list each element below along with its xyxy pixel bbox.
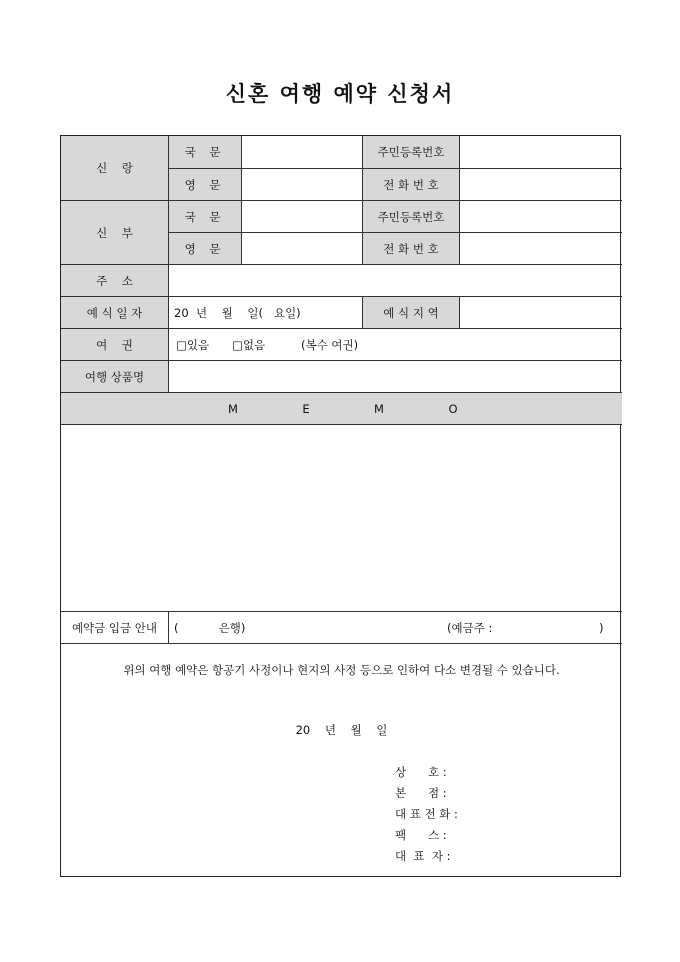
wedding-place-label: 예 식 지 역 <box>383 305 439 320</box>
memo-letter: O <box>448 401 458 416</box>
product-label: 여행 상품명 <box>84 369 145 384</box>
groom-phone-label: 전 화 번 호 <box>383 177 439 192</box>
groom-resident-label: 주민등록번호 <box>377 145 445 159</box>
rule <box>459 296 460 328</box>
bride-label: 신 부 <box>96 225 133 240</box>
bride-english-label: 영 문 <box>184 241 226 256</box>
passport-multi-note: (복수 여권) <box>301 337 359 352</box>
passport-no-checkbox[interactable]: □없음 <box>232 337 266 352</box>
page-title: 신혼 여행 예약 신청서 <box>225 81 455 106</box>
bride-phone-label: 전 화 번 호 <box>383 241 439 256</box>
rule <box>459 136 460 264</box>
deposit-label: 예약금 입금 안내 <box>71 620 158 635</box>
bride-resident-label: 주민등록번호 <box>377 209 445 224</box>
wedding-date-label: 예 식 일 자 <box>86 305 143 320</box>
deposit-close: ) <box>599 620 604 635</box>
sig-ceo: 대 표 자 : <box>395 849 451 863</box>
application-form <box>60 135 621 877</box>
passport-label: 여 권 <box>96 337 133 352</box>
sig-fax: 팩 스 : <box>395 828 447 842</box>
bride-korean-label: 국 문 <box>184 209 226 224</box>
rule <box>168 611 169 643</box>
passport-yes-checkbox[interactable]: □있음 <box>176 337 210 352</box>
rule <box>241 136 242 264</box>
groom-english-label: 영 문 <box>184 177 226 192</box>
rule <box>61 392 622 393</box>
sig-office: 본 점 : <box>395 786 447 800</box>
sig-rep-phone: 대 표 전 화 : <box>395 807 458 821</box>
memo-letter: M <box>374 401 384 416</box>
wedding-date-value: 20 년 월 일( 요일) <box>174 305 301 320</box>
notice-text: 위의 여행 예약은 항공기 사정이나 현지의 사정 등으로 인하여 다소 변경될 수 있습니다. <box>123 663 560 677</box>
memo-letter: M <box>228 401 238 416</box>
deposit-holder: (예금주 : <box>447 620 493 635</box>
address-label: 주 소 <box>96 273 133 288</box>
rule <box>61 643 622 644</box>
sig-company: 상 호 : <box>395 765 447 779</box>
date-line: 20 년 월 일 <box>295 723 388 737</box>
memo-header-bg <box>61 393 622 424</box>
deposit-bank: ( 은행) <box>174 620 246 635</box>
memo-area[interactable] <box>61 425 622 611</box>
groom-korean-label: 국 문 <box>184 145 226 159</box>
memo-letter: E <box>302 401 310 416</box>
groom-label: 신 랑 <box>96 161 133 175</box>
